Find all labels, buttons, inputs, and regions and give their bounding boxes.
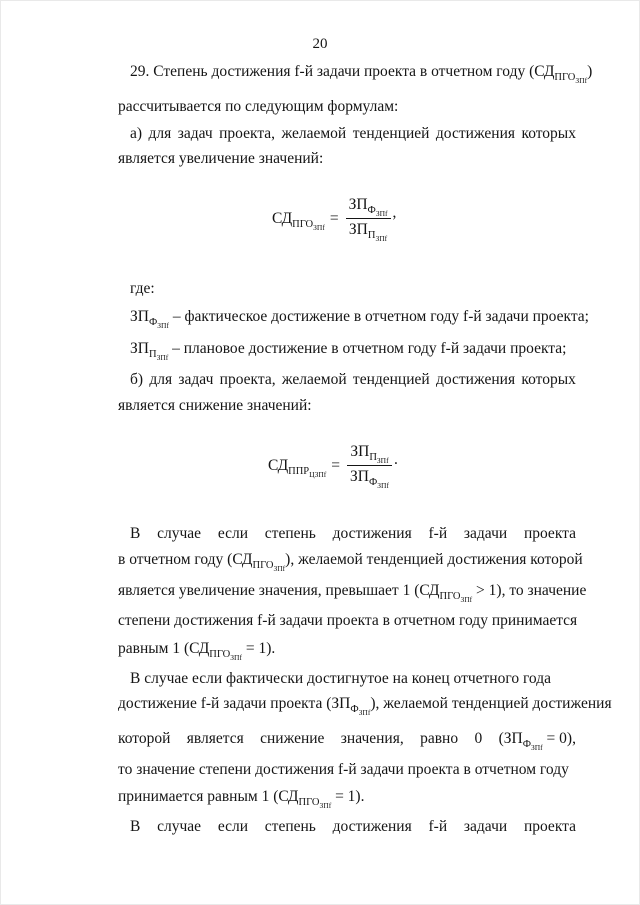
word: задач: [177, 125, 213, 142]
para3-line-1: [130, 817, 576, 837]
para2-line-4: то значение степени достижения f-й задачи проекта в отчетном году: [118, 761, 569, 778]
para1-line-5: равным 1 $(СД_{ПГО_{ЗПf}} = 1)$.: [118, 640, 276, 662]
word: является: [186, 730, 244, 747]
para2-line-1: В случае если фактически достигнутое на конец отчетного года: [130, 670, 551, 687]
word: тенденцией: [352, 125, 430, 142]
definition-1: $ЗП_{Ф_{ЗПf}}$ – фактическое достижение в отчетном году f-й задачи проекта;: [130, 308, 589, 330]
formula-lhs: $СД_{ПГО_{ЗПf}}$: [272, 209, 325, 232]
word: $(ЗП_{Ф_{ЗПf}} = 0)$,: [498, 730, 576, 752]
formula-lhs: $СД_{ППР_{ЦЗПf}}$: [268, 456, 327, 479]
denominator: $ЗП_{П_{ЗПf}}$: [348, 221, 388, 243]
case-b-line-2: является снижение значений:: [118, 397, 312, 414]
word: которой: [118, 730, 171, 747]
fraction: [346, 196, 391, 241]
definition-2: $ЗП_{П_{ЗПf}}$ – плановое достижение в отчетном году f-й задачи проекта;: [130, 340, 567, 362]
page-number: 20: [312, 36, 328, 52]
word: задач: [178, 371, 214, 388]
case-b-line-1: [130, 370, 576, 390]
word: равно: [420, 730, 459, 747]
para2-line-2: достижение f-й задачи проекта $(ЗП_{Ф_{ЗПf}})$, желаемой тенденцией достижения: [118, 695, 612, 717]
word: для: [148, 125, 172, 142]
word: задачи: [463, 525, 508, 542]
para1-line-4: степени достижения f-й задачи проекта в отчетном году принимается: [118, 612, 578, 629]
word: степень: [264, 818, 316, 835]
heading-end: ): [587, 63, 593, 80]
case-a-line-2: является увеличение значений:: [118, 150, 324, 167]
equals-sign: =: [331, 456, 340, 474]
word: а): [130, 125, 143, 142]
word: случае: [157, 525, 202, 542]
word: В: [130, 818, 141, 835]
word: достижения: [436, 371, 516, 388]
word: достижения: [435, 125, 515, 142]
word: 0: [474, 730, 483, 747]
section-number: 29.: [130, 63, 150, 80]
word: желаемой: [281, 371, 347, 388]
denominator: $ЗП_{Ф_{ЗПf}}$: [350, 468, 389, 490]
where-label: где:: [130, 280, 155, 297]
formula-a: [272, 196, 396, 241]
fraction: [347, 443, 392, 488]
numerator: $ЗП_{П_{ЗПf}}$: [347, 443, 391, 466]
word: задачи: [463, 818, 508, 835]
section-heading-text: Степень достижения f-й задачи проекта в отчетном году (СД: [153, 63, 555, 80]
para1-line-1: [130, 524, 576, 544]
word: f-й: [428, 525, 448, 542]
word: проекта: [523, 818, 576, 835]
case-a-line-1: [130, 124, 576, 144]
word: для: [149, 371, 173, 388]
formula-tail: ,: [392, 203, 397, 221]
word: тенденцией: [352, 371, 430, 388]
word: б): [130, 371, 144, 388]
word: В: [130, 525, 141, 542]
word: желаемой: [281, 125, 347, 142]
para1-line-3: является увеличение значения, превышает 1 $(СД_{ПГО_{ЗПf}} > 1)$, то значение: [118, 582, 587, 604]
subscript: ПГОЗПf: [554, 72, 588, 85]
word: снижение: [260, 730, 325, 747]
equals-sign: =: [329, 209, 339, 227]
formula-b: [268, 443, 398, 488]
word: проекта,: [219, 371, 276, 388]
section-heading-line: [130, 62, 593, 85]
para2-line-3: [118, 729, 576, 751]
word: если: [217, 818, 249, 835]
word: если: [217, 525, 249, 542]
word: степень: [264, 525, 316, 542]
word: f-й: [428, 818, 448, 835]
word: проекта,: [219, 125, 276, 142]
section-line-2: рассчитывается по следующим формулам:: [118, 98, 399, 115]
para1-line-2: в отчетном году $(СД_{ПГО_{ЗПf}})$, желаемой тенденцией достижения которой: [118, 551, 583, 573]
word: значения,: [340, 730, 404, 747]
word: которых: [521, 125, 576, 142]
formula-tail: .: [393, 450, 398, 468]
word: проекта: [523, 525, 576, 542]
numerator: $ЗП_{Ф_{ЗПf}}$: [346, 196, 391, 219]
word: достижения: [332, 525, 412, 542]
word: достижения: [332, 818, 412, 835]
para2-line-5: принимается равным 1 $(СД_{ПГО_{ЗПf}} = 1)$.: [118, 788, 365, 810]
word: случае: [157, 818, 202, 835]
word: которых: [521, 371, 576, 388]
